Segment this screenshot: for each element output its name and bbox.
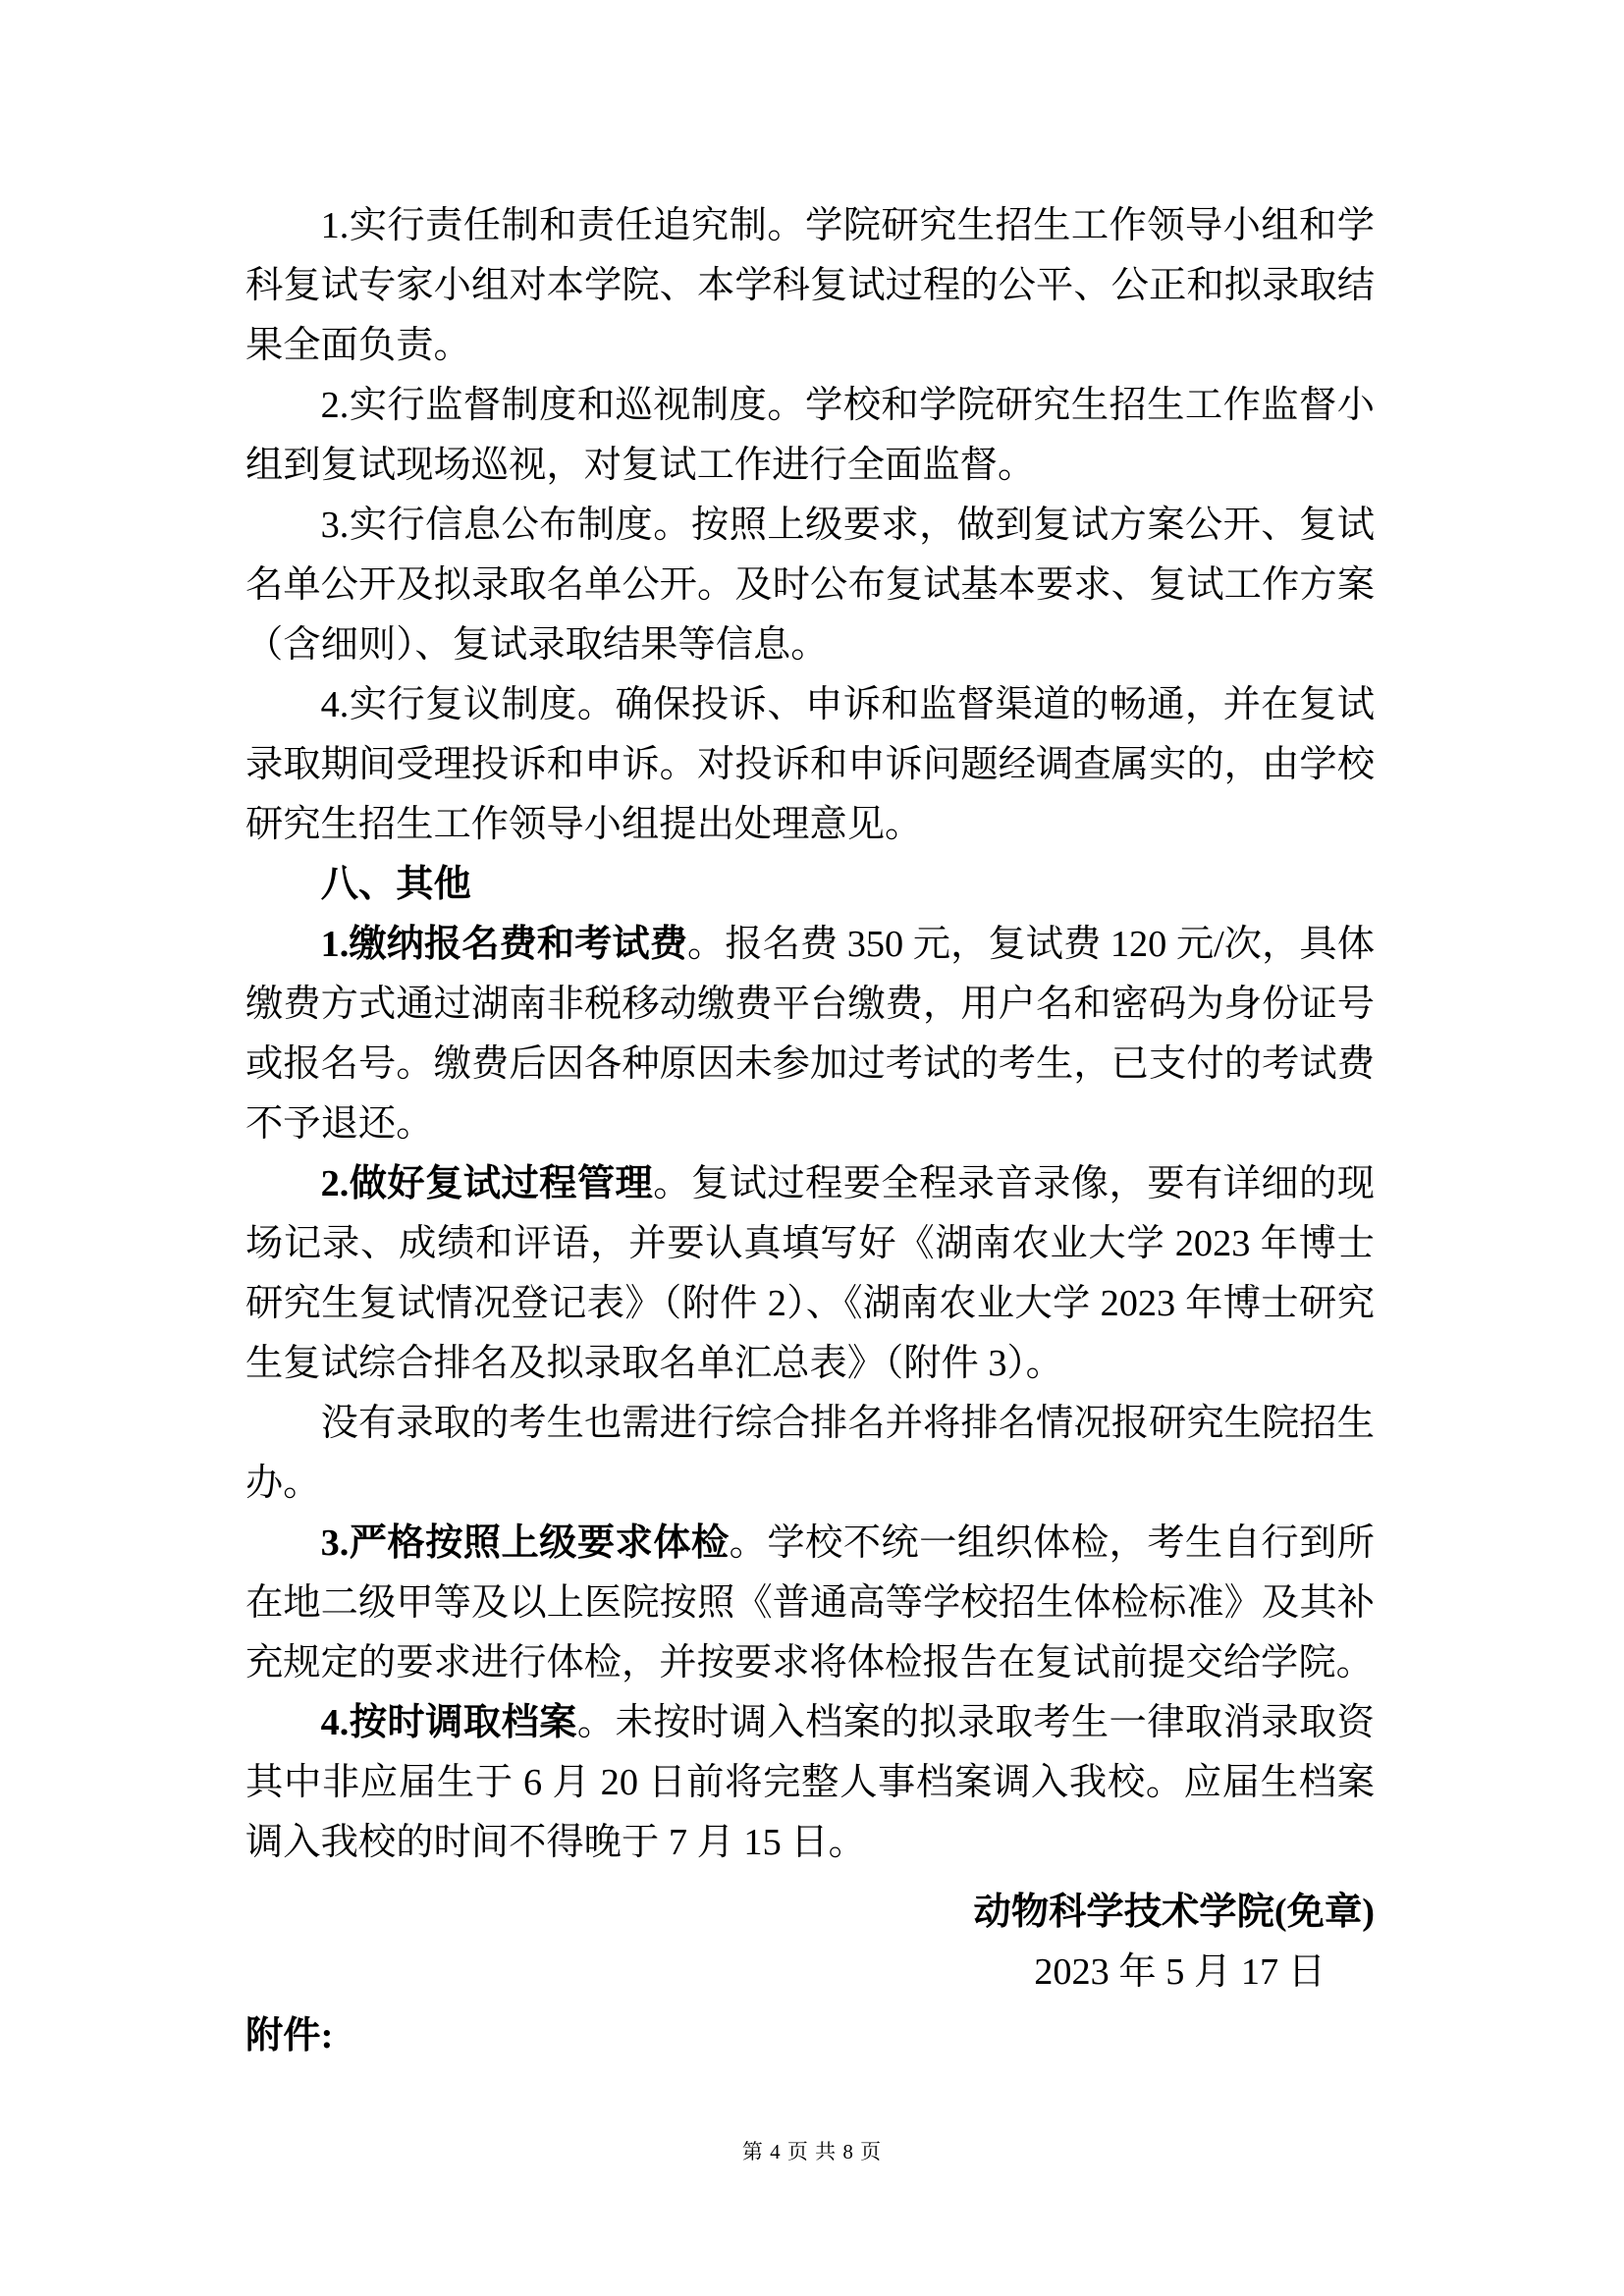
attachment-label-text: 附件: <box>245 2015 334 2056</box>
para-supervision-system <box>245 376 1375 496</box>
para-supervision-system-text: 2.实行监督制度和巡视制度。学校和学院研究生招生工作监督小组到复试现场巡视，对复试工作进行全面监督。 <box>245 385 1375 486</box>
para-ranking-report <box>245 1394 1375 1514</box>
page-number-footer: 第 4 页 共 8 页 <box>741 2140 883 2163</box>
para-archive-transfer-text: 。未按时调入档案的拟录取考生一律取消录取资其中非应届生于 6 月 20 日前将完整人事档案调入我校。应届生档案调入我校的时间不得晚于 7 月 15 日。 <box>245 1702 1375 1863</box>
para-interview-process-management <box>245 1154 1375 1394</box>
para-interview-process-management-text: 2.做好复试过程管理 <box>320 1163 654 1204</box>
para-physical-examination <box>245 1514 1375 1693</box>
para-physical-examination-text: 3.严格按照上级要求体检 <box>320 1522 730 1564</box>
para-reconsideration-system-text: 4.实行复议制度。确保投诉、申诉和监督渠道的畅通，并在复试录取期间受理投诉和申诉。对投诉和申诉问题经调查属实的，由学校研究生招生工作领导小组提出处理意见。 <box>245 684 1375 845</box>
para-responsibility-system <box>245 196 1375 376</box>
para-responsibility-system-text: 1.实行责任制和责任追究制。学院研究生招生工作领导小组和学科复试专家小组对本学院、本学科复试过程的公平、公正和拟录取结果全面负责。 <box>245 205 1375 366</box>
doc-body <box>245 196 1375 2066</box>
para-archive-transfer-text: 4.按时调取档案 <box>320 1702 577 1743</box>
para-physical-examination-text: 。学校不统一组织体检，考生自行到所在地二级甲等及以上医院按照《普通高等学校招生体检标准》及其补充规定的要求进行体检，并按要求将体检报告在复试前提交给学院。 <box>245 1522 1375 1683</box>
signature-date-text: 2023 年 5 月 17 日 <box>1034 1951 1326 1993</box>
para-reconsideration-system <box>245 675 1375 855</box>
para-registration-and-exam-fees-text: 。报名费 350 元，复试费 120 元/次，具体缴费方式通过湖南非税移动缴费平台缴费，用户名和密码为身份证号或报名号。缴费后因各种原因未参加过考试的考生，已支付的考试费不予退还。 <box>245 924 1375 1145</box>
para-registration-and-exam-fees <box>245 915 1375 1154</box>
para-registration-and-exam-fees-text: 1.缴纳报名费和考试费 <box>320 924 687 965</box>
para-ranking-report-text: 没有录取的考生也需进行综合排名并将排名情况报研究生院招生办。 <box>245 1403 1375 1504</box>
para-interview-process-management-text: 。复试过程要全程录音录像，要有详细的现场记录、成绩和评语，并要认真填写好《湖南农业大学 2023 年博士研究生复试情况登记表》（附件 2）、《湖南农业大学 2023 年博士研究生复试综合排名及拟录取名单汇总表》（附件 3）。 <box>245 1163 1375 1384</box>
para-information-publication-text: 3.实行信息公布制度。按照上级要求，做到复试方案公开、复试名单公开及拟录取名单公开。及时公布复试基本要求、复试工作方案（含细则）、复试录取结果等信息。 <box>245 505 1375 666</box>
para-archive-transfer <box>245 1693 1375 1873</box>
signature-college-text: 动物科学技术学院(免章) <box>973 1892 1375 1933</box>
para-information-publication <box>245 496 1375 675</box>
heading-section-eight-others <box>245 855 1375 915</box>
signature-date <box>245 1943 1375 2002</box>
signature-college <box>245 1883 1375 1943</box>
heading-section-eight-others-text: 八、其他 <box>320 864 471 905</box>
attachment-label <box>245 2006 1375 2066</box>
